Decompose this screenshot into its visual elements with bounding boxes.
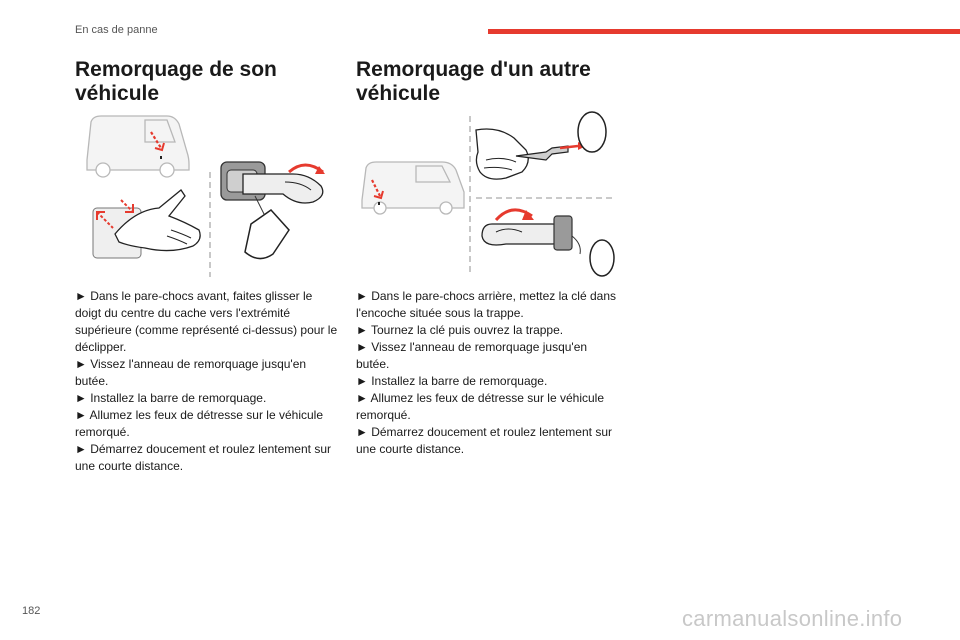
left-title-line1: Remorquage de son — [75, 58, 277, 81]
right-title-line2: véhicule — [356, 82, 441, 105]
right-steps — [356, 288, 621, 458]
right-step-1: ► Dans le pare-chocs arrière, mettez la clé dans l'encoche située sous la trappe. — [356, 289, 616, 320]
watermark: carmanualsonline.info — [682, 606, 903, 631]
section-header: En cas de panne — [75, 24, 158, 36]
left-step-2: ► Vissez l'anneau de remorquage jusqu'en butée. — [75, 357, 307, 388]
rear-towing-illustration — [356, 108, 621, 280]
right-step-6: ► Démarrez doucement et roulez lentement sur une courte distance. — [356, 425, 612, 456]
right-step-5: ► Allumez les feux de détresse sur le véhicule remorqué. — [356, 391, 604, 422]
left-step-4: ► Allumez les feux de détresse sur le véhicule remorqué. — [75, 408, 323, 439]
tow-eye-icon — [482, 210, 614, 276]
hand-key-icon — [476, 112, 606, 179]
hand-cover-icon — [93, 190, 200, 258]
left-title-line2: véhicule — [75, 82, 160, 105]
left-step-1: ► Dans le pare-chocs avant, faites glisser le doigt du centre du cache vers l'extrémité supérieure (comme représenté ci-dessus) pour le déclipper. — [75, 289, 338, 354]
left-title — [75, 58, 277, 106]
header-accent-bar — [488, 29, 960, 34]
right-title — [356, 58, 591, 106]
left-step-3: ► Installez la barre de remorquage. — [75, 391, 267, 405]
left-step-5: ► Démarrez doucement et roulez lentement sur une courte distance. — [75, 442, 331, 473]
right-step-4: ► Installez la barre de remorquage. — [356, 374, 548, 388]
left-steps — [75, 288, 340, 475]
tow-eye-icon — [221, 162, 325, 259]
van-front-icon — [87, 116, 189, 177]
right-step-3: ► Vissez l'anneau de remorquage jusqu'en butée. — [356, 340, 588, 371]
front-towing-illustration — [75, 112, 340, 277]
right-step-2: ► Tournez la clé puis ouvrez la trappe. — [356, 323, 564, 337]
van-rear-icon — [362, 162, 464, 214]
right-title-line1: Remorquage d'un autre — [356, 58, 591, 81]
page-number: 182 — [22, 605, 41, 617]
